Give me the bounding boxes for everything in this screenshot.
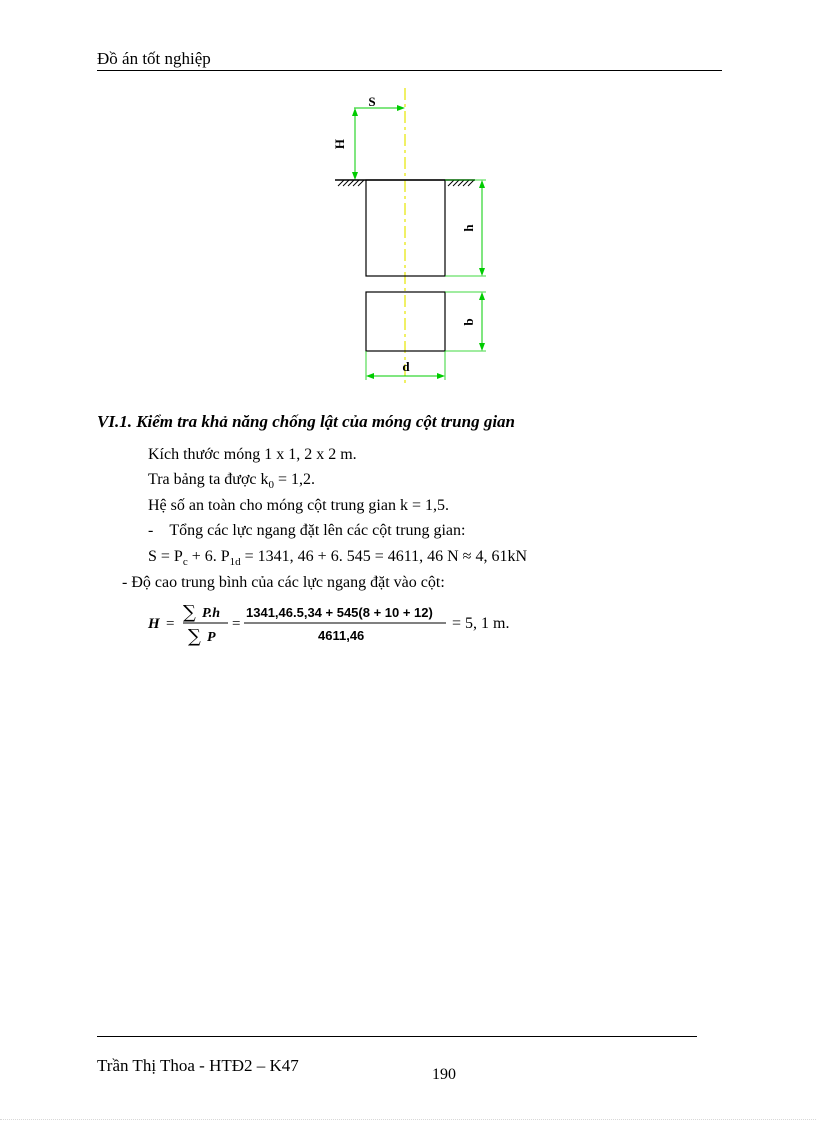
page-edge-divider — [0, 1119, 816, 1120]
ground-hatching-left — [338, 180, 364, 186]
ground-hatching-right — [448, 180, 474, 186]
formula-den2: 4611,46 — [318, 628, 365, 643]
formula-sum2: ∑ — [188, 626, 201, 647]
foundation-size-line: Kích thước móng 1 x 1, 2 x 2 m. — [148, 446, 357, 463]
h-right-label: h — [461, 224, 476, 232]
formula-num1: P.h — [202, 606, 221, 621]
page-number: 190 — [432, 1066, 456, 1083]
height-formula — [146, 600, 536, 648]
formula-den1: P — [207, 630, 216, 645]
header-divider — [97, 70, 722, 71]
s-label: S — [368, 94, 376, 109]
formula-sum1: ∑ — [183, 602, 196, 623]
h-upper-label: H — [332, 138, 347, 150]
average-height-line: - Độ cao trung bình của các lực ngang đặt vào cột: — [122, 574, 445, 591]
safety-factor-line: Hệ số an toàn cho móng cột trung gian k = 1,5. — [148, 497, 449, 514]
foundation-diagram — [330, 88, 500, 388]
footer-author: Trần Thị Thoa - HTĐ2 – K47 — [97, 1056, 299, 1075]
formula-eq2: = — [232, 616, 241, 632]
formula-result: = 5, 1 m. — [452, 615, 510, 632]
d-label: d — [402, 359, 410, 374]
k0-line: Tra bảng ta được $k_0 = 1,2$. — [148, 471, 316, 492]
formula-eq1: = — [166, 616, 175, 632]
formula-lhs: H — [148, 616, 160, 632]
s-equation-line: $S = P_c + 6$. $P_{1d} = 1341$, 46 + 6. 545 = 4611, 46 N ≈ 4, 61kN — [148, 548, 528, 569]
bullet-horizontal-forces: - Tổng các lực ngang đặt lên các cột trung gian: — [148, 522, 466, 539]
section-heading: VI.1. Kiểm tra khả năng chống lật của móng cột trung gian — [97, 412, 516, 431]
s-arrowhead — [397, 105, 405, 111]
document-header-title: Đồ án tốt nghiệp — [97, 49, 211, 68]
footer-divider — [97, 1036, 697, 1037]
b-label: b — [461, 318, 476, 326]
formula-num2: 1341,46.5,34 + 545(8 + 10 + 12) — [246, 605, 433, 620]
